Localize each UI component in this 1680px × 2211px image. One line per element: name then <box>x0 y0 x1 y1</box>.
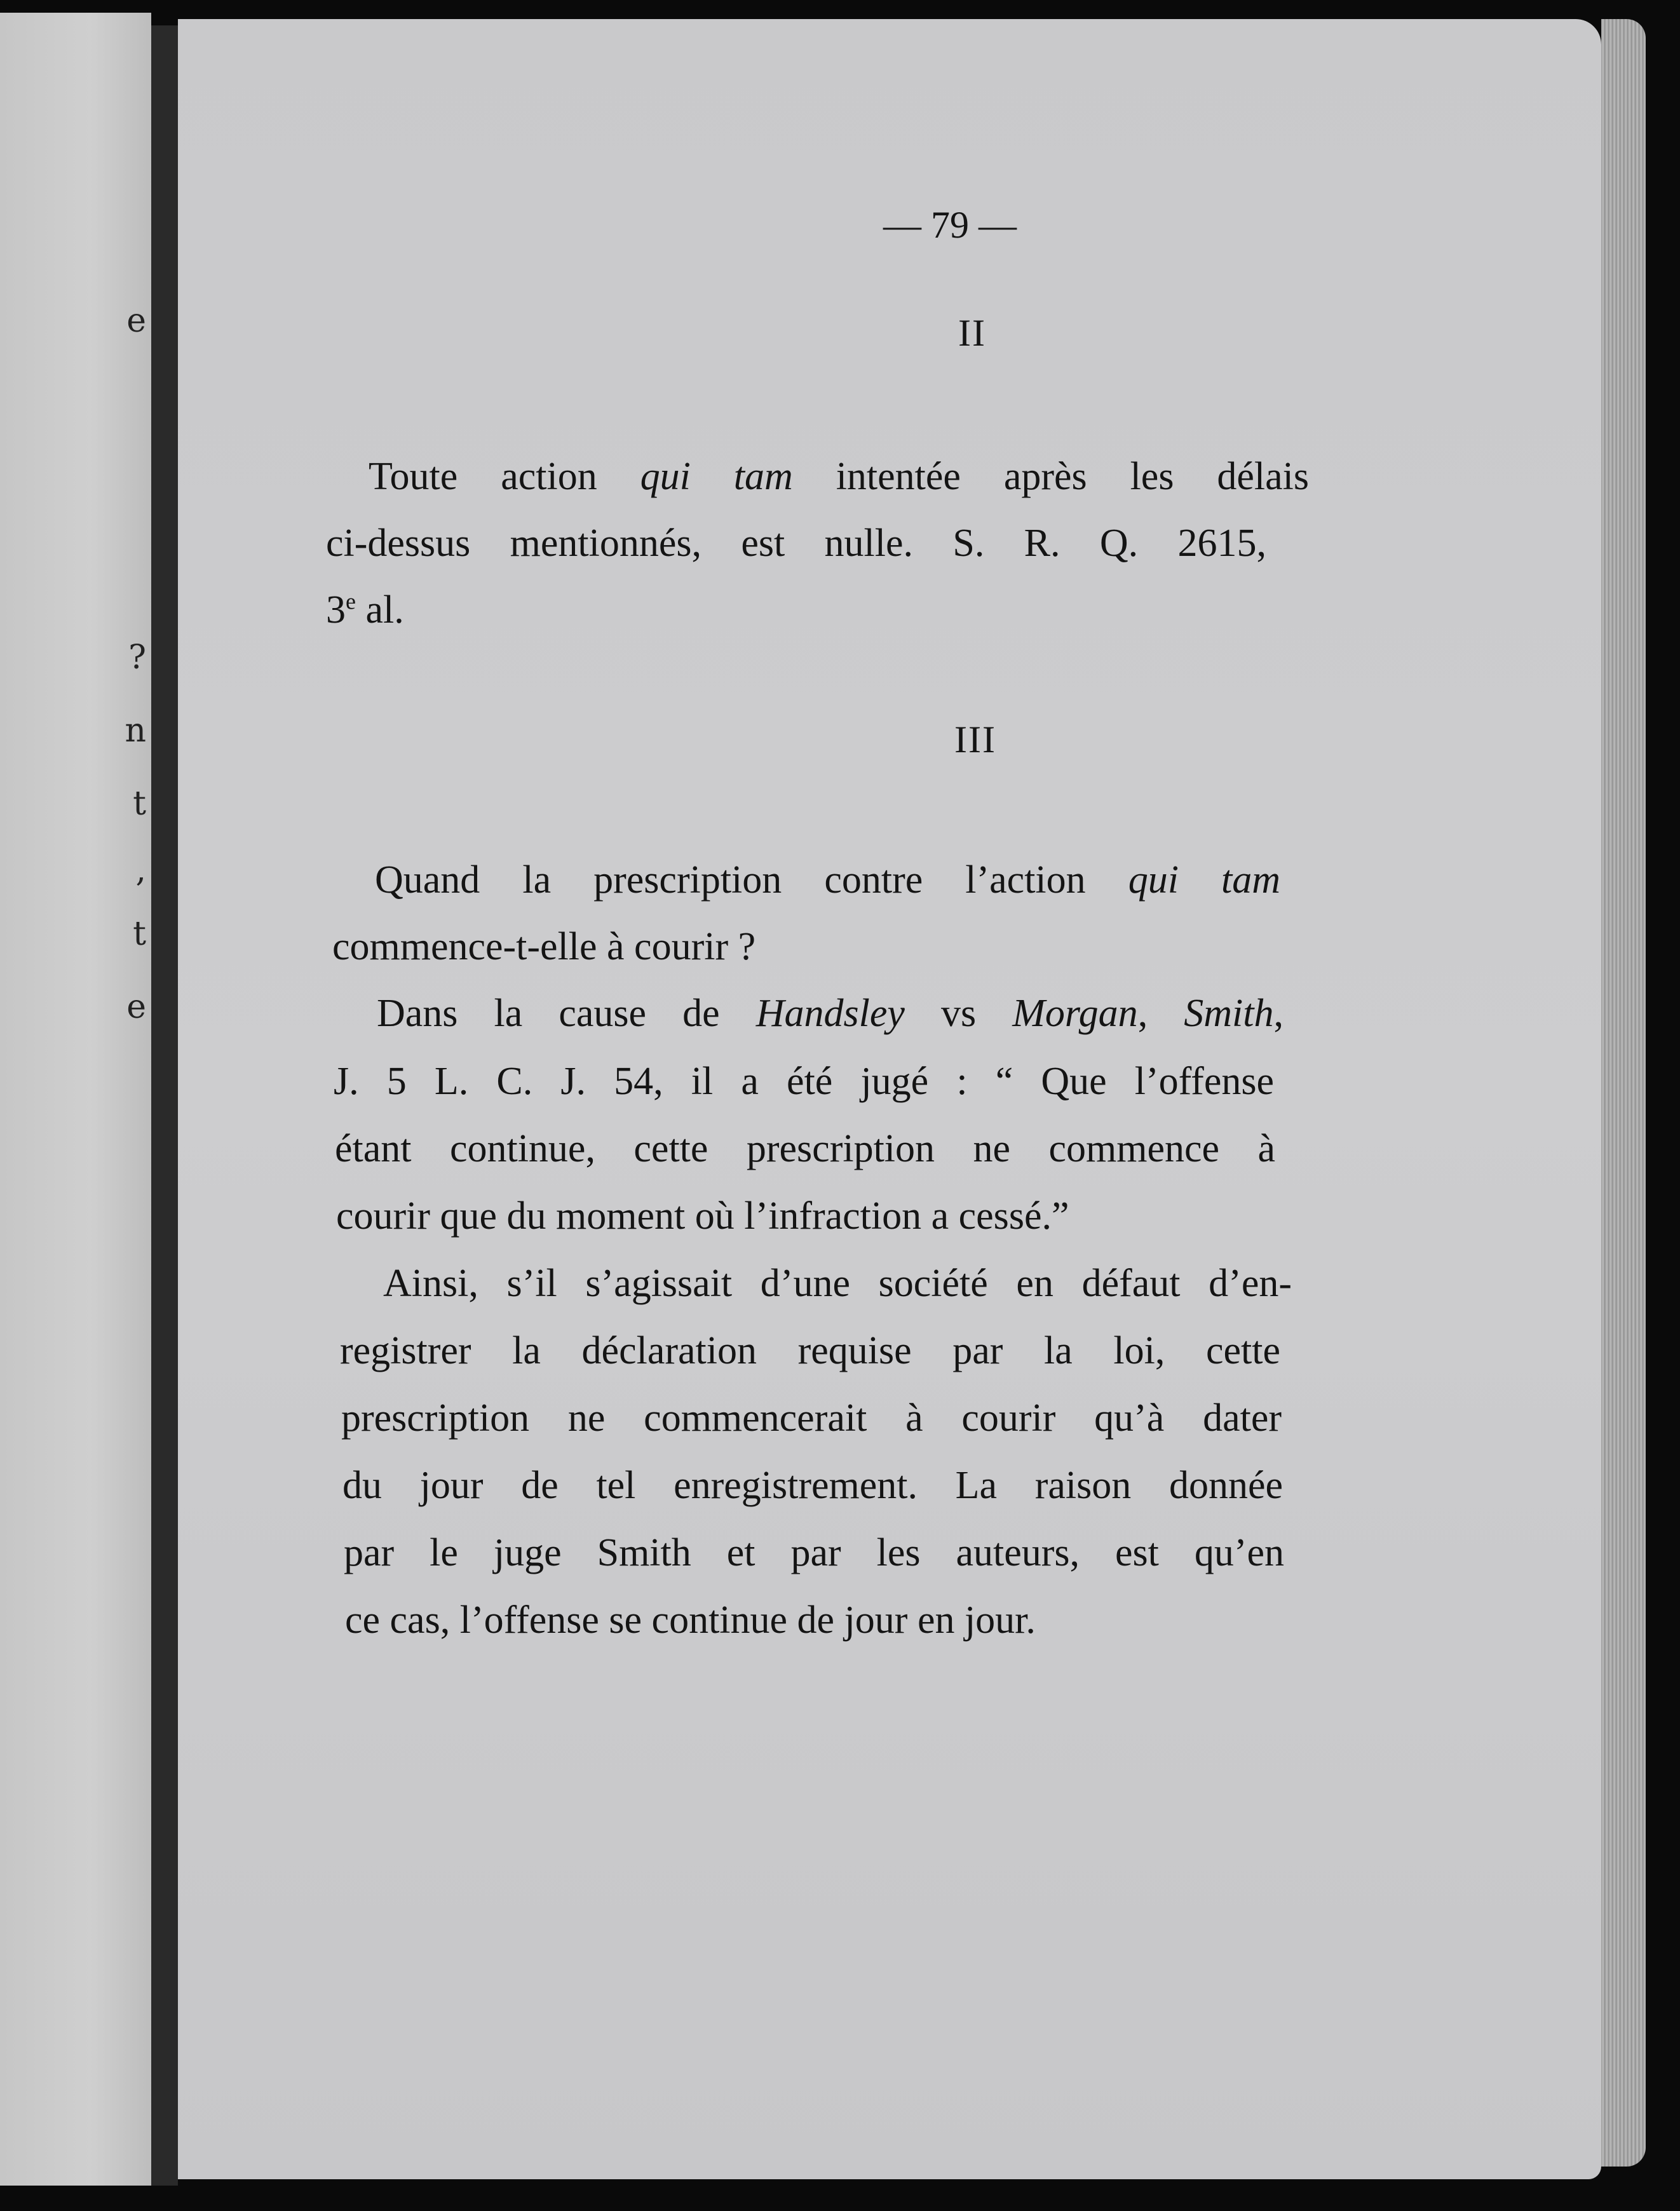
text-line: ce cas, l’offense se continue de jour en jour. <box>345 1599 1036 1642</box>
page <box>178 19 1601 2179</box>
left-page-fragment: ? <box>128 639 146 677</box>
page-number: — 79 — <box>883 204 1017 246</box>
text-line: J. 5 L. C. J. 54, il a été jugé : “ Que l’offense <box>334 1060 1274 1103</box>
left-page-fragment: t <box>133 785 146 823</box>
text-line: Dans la cause de Handsley vs Morgan, Smith, <box>377 992 1284 1035</box>
text-line: Quand la prescription contre l’action qui tam <box>375 858 1280 902</box>
left-page-fragment: e <box>126 988 146 1026</box>
book-gutter <box>151 25 178 2186</box>
text-line: courir que du moment où l’infraction a cessé.” <box>336 1194 1069 1238</box>
text-line: Ainsi, s’il s’agissait d’une société en défaut d’en- <box>383 1262 1292 1305</box>
text-line: ci-dessus mentionnés, est nulle. S. R. Q. 2615, <box>326 522 1266 565</box>
section-heading-ii: II <box>958 312 986 354</box>
left-page-fragment: , <box>135 851 146 889</box>
text-line: commence-t-elle à courir ? <box>332 925 756 968</box>
left-page-fragment: e <box>126 302 146 340</box>
text-line: Toute action qui tam intentée après les délais <box>369 455 1309 498</box>
section-heading-iii: III <box>954 719 996 761</box>
left-page-fragment: n <box>125 712 146 750</box>
text-line: prescription ne commencerait à courir qu’à dater <box>341 1396 1282 1440</box>
text-line: par le juge Smith et par les auteurs, est qu’en <box>344 1531 1284 1574</box>
left-page-edge <box>0 13 151 2186</box>
text-line: du jour de tel enregistrement. La raison donnée <box>342 1464 1283 1507</box>
left-page-fragment: t <box>133 915 146 953</box>
page-stack-edges <box>1601 19 1646 2167</box>
text-line: registrer la déclaration requise par la loi, cette <box>340 1329 1280 1372</box>
text-line: étant continue, cette prescription ne commence à <box>335 1127 1275 1170</box>
text-line: 3e al. <box>326 588 404 632</box>
